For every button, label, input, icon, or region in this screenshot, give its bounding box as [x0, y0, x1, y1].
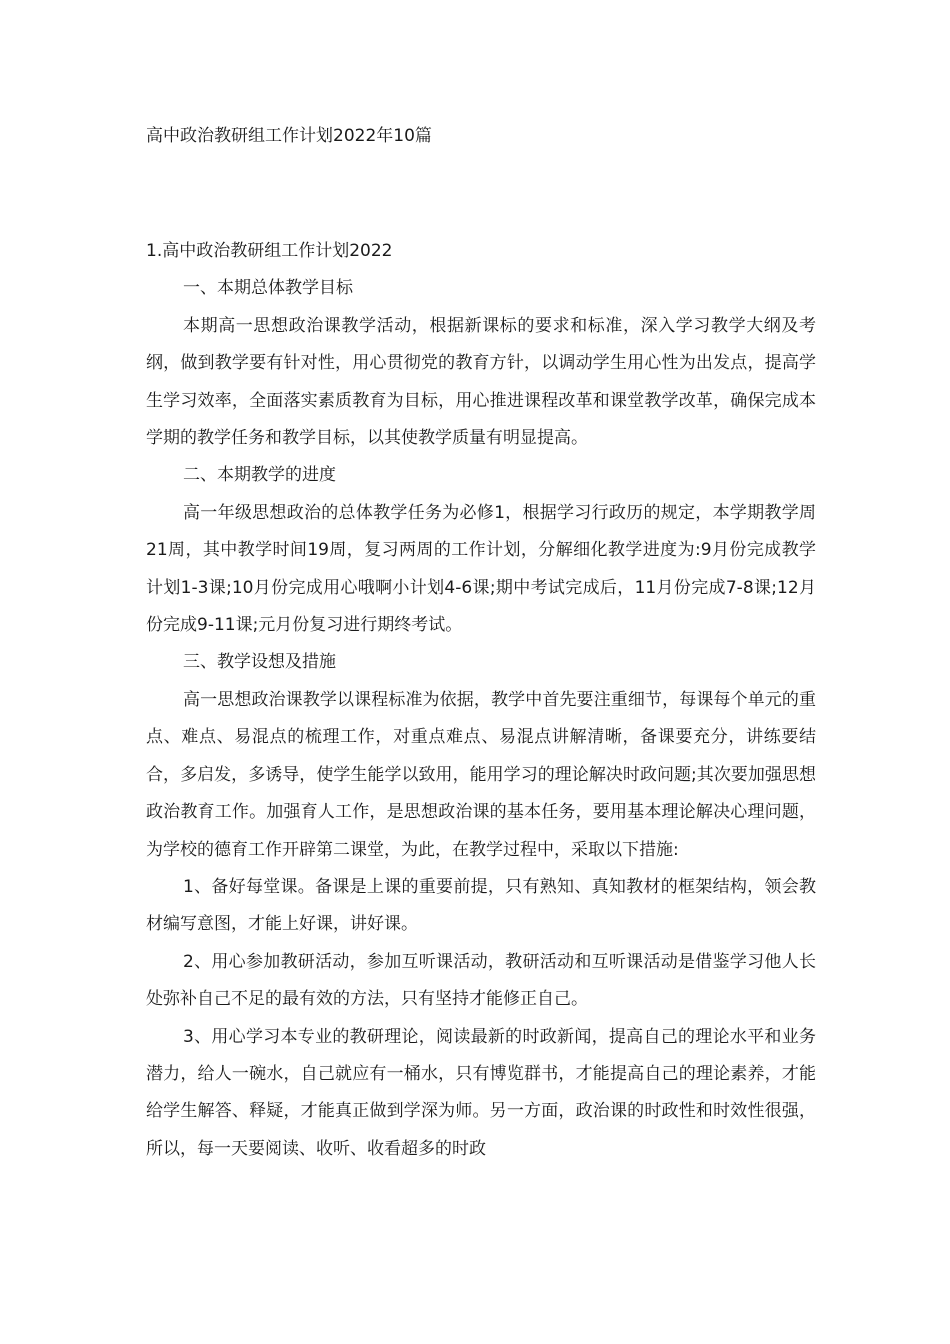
subsection-heading-1: 一、本期总体教学目标 [183, 278, 353, 299]
paragraph-progress: 高一年级思想政治的总体教学任务为必修1，根据学习行政历的规定，本学期教学周21周，其中教学时间19周，复习两周的工作计划，分解细化教学进度为:9月份完成教学计划1-3课;10月份完成用心哦啊小计划4-6课;期中考试完成后，11月份完成7-8课;12月份完成9-11课;元月份复习进行期终考试。 [146, 502, 816, 636]
paragraph-measure-2: 2、用心参加教研活动，参加互听课活动，教研活动和互听课活动是借鉴学习他人长处弥补自己不足的最有效的方法，只有坚持才能修正自己。 [146, 951, 816, 1010]
subsection-heading-2: 二、本期教学的进度 [183, 465, 336, 486]
paragraph-measures: 高一思想政治课教学以课程标准为依据，教学中首先要注重细节，每课每个单元的重点、难点、易混点的梳理工作，对重点难点、易混点讲解清晰，备课要充分，讲练要结合，多启发，多诱导，使学生能学以致用，能用学习的理论解决时政问题;其次要加强思想政治教育工作。加强育人工作，是思想政治课的基本任务，要用基本理论解决心理问题，为学校的德育工作开辟第二课堂，为此，在教学过程中，采取以下措施: [146, 689, 816, 860]
section-heading: 1.高中政治教研组工作计划2022 [146, 241, 393, 261]
paragraph-measure-3: 3、用心学习本专业的教研理论，阅读最新的时政新闻，提高自己的理论水平和业务潜力，给人一碗水，自己就应有一桶水，只有博览群书，才能提高自己的理论素养，才能给学生解答、释疑，才能真正做到学深为师。另一方面，政治课的时政性和时效性很强，所以，每一天要阅读、收听、收看超多的时政 [146, 1026, 816, 1159]
document-title: 高中政治教研组工作计划2022年10篇 [146, 126, 432, 146]
subsection-heading-3: 三、教学设想及措施 [183, 652, 336, 673]
document-body [146, 233, 816, 1168]
paragraph-measure-1: 1、备好每堂课。备课是上课的重要前提，只有熟知、真知教材的框架结构，领会教材编写意图，才能上好课，讲好课。 [146, 876, 816, 935]
paragraph-goals: 本期高一思想政治课教学活动，根据新课标的要求和标准，深入学习教学大纲及考纲，做到教学要有针对性，用心贯彻党的教育方针，以调动学生用心性为出发点，提高学生学习效率，全面落实素质教育为目标，用心推进课程改革和课堂教学改革，确保完成本学期的教学任务和教学目标，以其使教学质量有明显提高。 [146, 315, 816, 449]
